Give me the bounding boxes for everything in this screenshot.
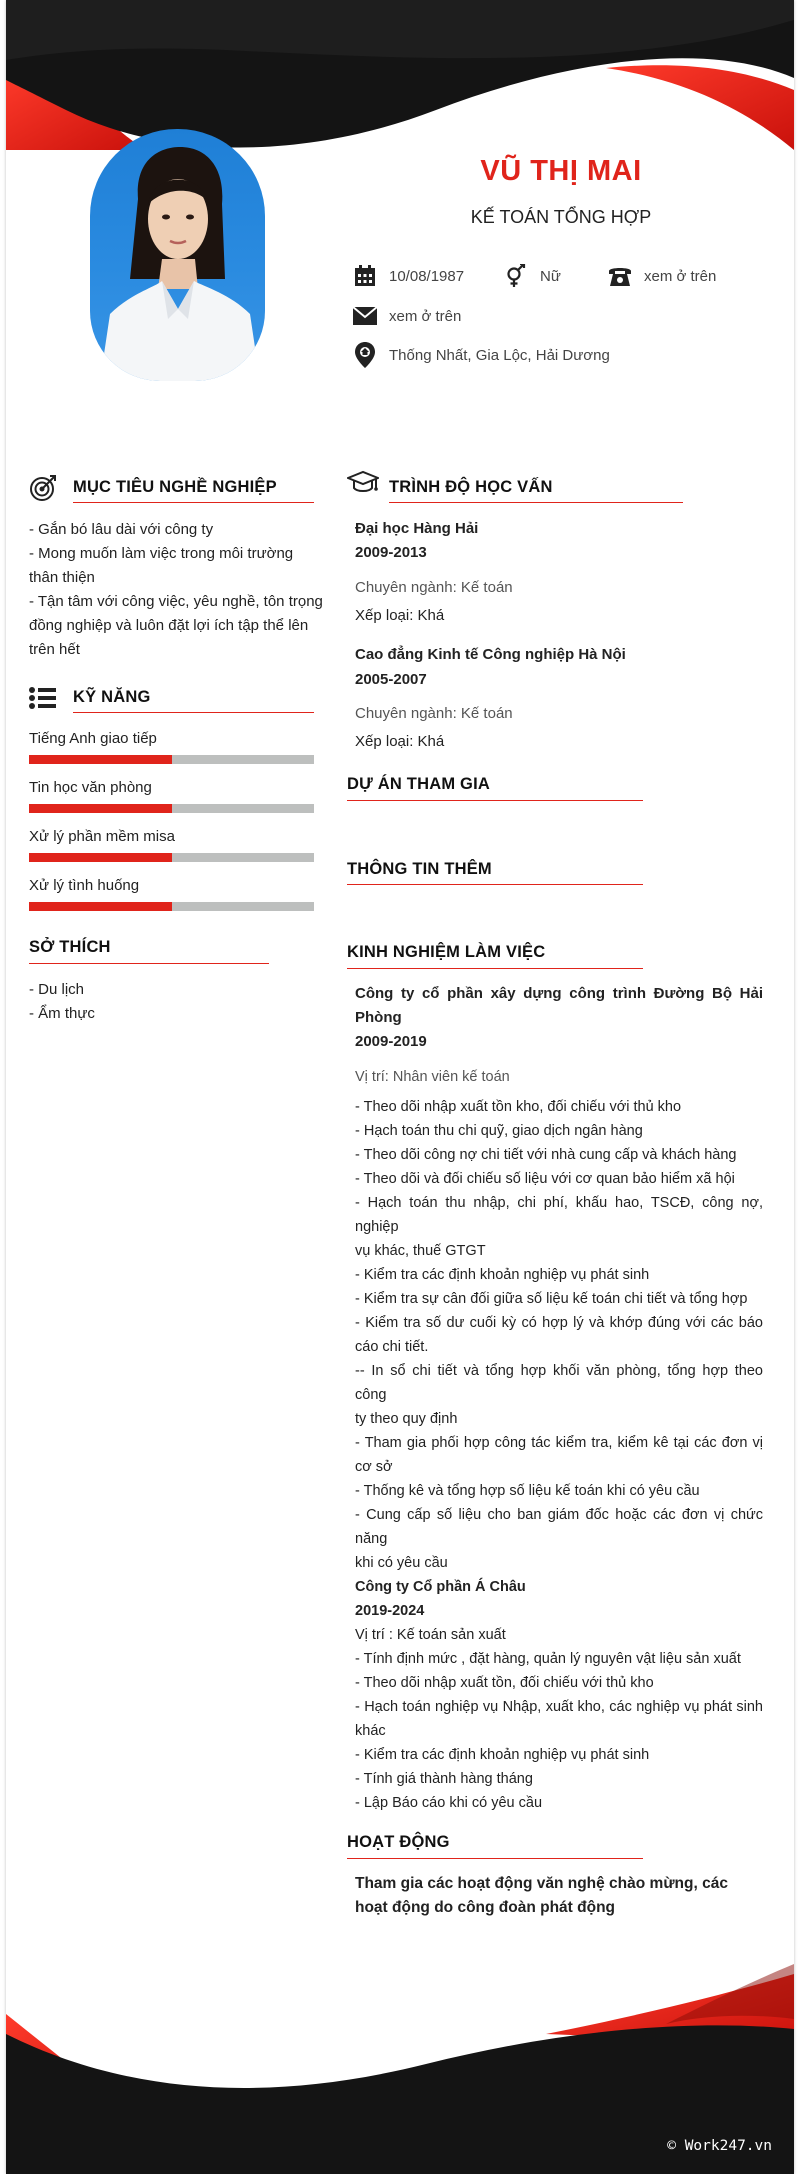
phone-icon	[608, 264, 632, 288]
list-icon	[29, 686, 57, 715]
phone-item	[608, 264, 716, 288]
email-value: xem ở trên	[389, 307, 462, 325]
projects-title: DỰ ÁN THAM GIA	[347, 775, 490, 793]
footer-watermark: © Work247.vn	[667, 2138, 772, 2154]
skill-level-bar	[29, 755, 314, 764]
email-item	[353, 304, 461, 328]
profile-photo	[90, 129, 265, 381]
experience-duty: - Hạch toán thu chi quỹ, giao dịch ngân hàng	[355, 1123, 643, 1139]
education-years: 2005-2007	[355, 671, 427, 688]
experience-duty: - Tính định mức , đặt hàng, quản lý nguyên vật liệu sản xuất	[355, 1651, 741, 1667]
experience-company: Công ty Cổ phần Á Châu	[355, 1579, 526, 1595]
location-pin-icon	[353, 343, 377, 367]
hobbies-list	[29, 978, 95, 1026]
calendar-icon	[353, 264, 377, 288]
skill-name: Tin học văn phòng	[29, 779, 152, 796]
objective-line: - Mong muốn làm việc trong môi trường	[29, 545, 294, 562]
activities-text: Tham gia các hoạt động văn nghệ chào mừng, các hoạt động do công đoàn phát động	[355, 1875, 728, 1916]
additional-info-divider	[347, 884, 643, 885]
experience-duty: - Theo dõi và đối chiếu số liệu với cơ quan bảo hiểm xã hội	[355, 1171, 735, 1187]
experience-list	[355, 982, 763, 1815]
gender-item	[504, 264, 561, 288]
experience-duty: - Tính giá thành hàng tháng	[355, 1771, 533, 1787]
hobby-item: - Du lịch	[29, 981, 85, 998]
skill-name: Tiếng Anh giao tiếp	[29, 730, 157, 747]
skill-level-bar	[29, 902, 314, 911]
objective-line: thân thiện	[29, 569, 95, 586]
top-wave-decoration	[6, 0, 794, 160]
experience-duty: - Tham gia phối hợp công tác kiểm tra, kiểm kê tại các đơn vị cơ sở	[355, 1435, 763, 1475]
phone-value: xem ở trên	[644, 267, 717, 285]
cv-page	[6, 0, 794, 2174]
experience-company: Công ty cổ phần xây dựng công trình Đường Bộ Hải Phòng	[355, 985, 763, 1026]
experience-duty: - Theo dõi nhập xuất tồn kho, đối chiếu với thủ kho	[355, 1099, 682, 1115]
objective-title: MỤC TIÊU NGHỀ NGHIỆP	[73, 478, 277, 496]
skill-level-bar	[29, 853, 314, 862]
objective-divider	[73, 502, 314, 503]
education-divider	[389, 502, 683, 503]
skills-title: KỸ NĂNG	[73, 688, 151, 706]
birthday-item	[353, 264, 464, 288]
experience-years: 2019-2024	[355, 1603, 425, 1619]
experience-duty: - Theo dõi nhập xuất tồn, đối chiếu với thủ kho	[355, 1675, 654, 1691]
education-title: TRÌNH ĐỘ HỌC VẤN	[389, 478, 553, 496]
experience-duty: ty theo quy định	[355, 1411, 458, 1427]
objective-line: đồng nghiệp và luôn đặt lợi ích tập thể lên	[29, 617, 309, 634]
target-icon	[29, 474, 57, 507]
address-item	[353, 343, 610, 367]
experience-duty: - Lập Báo cáo khi có yêu cầu	[355, 1795, 543, 1811]
experience-duty: - Kiểm tra số dư cuối kỳ có hợp lý và khớp đúng với các báo cáo chi tiết.	[355, 1315, 763, 1355]
experience-years: 2009-2019	[355, 1033, 427, 1050]
experience-position: Vị trí : Kế toán sản xuất	[355, 1627, 506, 1643]
candidate-name: VŨ THỊ MAI	[480, 155, 642, 187]
experience-duty: - Theo dõi công nợ chi tiết với nhà cung cấp và khách hàng	[355, 1147, 737, 1163]
skill-name: Xử lý phần mềm misa	[29, 828, 175, 845]
objective-line: trên hết	[29, 641, 80, 658]
hobby-item: - Ẩm thực	[29, 1005, 95, 1022]
skill-level-bar	[29, 804, 314, 813]
education-grade: Xếp loại: Khá	[355, 733, 445, 750]
objective-text	[29, 518, 329, 662]
experience-divider	[347, 968, 643, 969]
email-icon	[353, 304, 377, 328]
education-years: 2009-2013	[355, 544, 427, 561]
objective-line: - Gắn bó lâu dài với công ty	[29, 521, 214, 538]
additional-info-title: THÔNG TIN THÊM	[347, 860, 492, 878]
experience-duty: - Kiểm tra các định khoản nghiệp vụ phát sinh	[355, 1747, 650, 1763]
gender-icon	[504, 264, 528, 288]
graduation-cap-icon	[347, 470, 379, 503]
experience-duty: - Kiểm tra các định khoản nghiệp vụ phát sinh	[355, 1267, 650, 1283]
experience-duty: -- In sổ chi tiết và tổng hợp khối văn phòng, tổng hợp theo công	[355, 1363, 763, 1403]
gender-value: Nữ	[540, 267, 561, 285]
skills-divider	[73, 712, 314, 713]
education-major: Chuyên ngành: Kế toán	[355, 705, 513, 722]
birthday-value: 10/08/1987	[389, 267, 465, 285]
experience-duty: - Kiểm tra sự cân đối giữa số liệu kế toán chi tiết và tổng hợp	[355, 1291, 748, 1307]
education-school: Đại học Hàng Hải	[355, 520, 479, 537]
education-major: Chuyên ngành: Kế toán	[355, 579, 513, 596]
experience-position: Vị trí: Nhân viên kế toán	[355, 1069, 510, 1085]
objective-line: - Tận tâm với công việc, yêu nghề, tôn trọng	[29, 593, 323, 610]
experience-duty: - Cung cấp số liệu cho ban giám đốc hoặc các đơn vị chức năng	[355, 1507, 763, 1547]
projects-divider	[347, 800, 643, 801]
address-value: Thống Nhất, Gia Lộc, Hải Dương	[389, 346, 610, 364]
experience-title: KINH NGHIỆM LÀM VIỆC	[347, 943, 546, 961]
skill-name: Xử lý tình huống	[29, 877, 140, 894]
experience-duty: - Hạch toán nghiệp vụ Nhập, xuất kho, các nghiệp vụ phát sinh khác	[355, 1699, 763, 1739]
experience-duty: - Thống kê và tổng hợp số liệu kế toán khi có yêu cầu	[355, 1483, 700, 1499]
hobbies-title: SỞ THÍCH	[29, 938, 111, 956]
education-grade: Xếp loại: Khá	[355, 607, 445, 624]
activities-title: HOẠT ĐỘNG	[347, 1833, 450, 1851]
education-school: Cao đẳng Kinh tế Công nghiệp Hà Nội	[355, 646, 626, 663]
experience-duty: - Hạch toán thu nhập, chi phí, khấu hao, TSCĐ, công nợ, nghiệp	[355, 1195, 763, 1235]
activities-divider	[347, 1858, 643, 1859]
job-title: KẾ TOÁN TỔNG HỢP	[470, 207, 652, 227]
hobbies-divider	[29, 963, 269, 964]
experience-duty: vụ khác, thuế GTGT	[355, 1243, 486, 1259]
experience-duty: khi có yêu cầu	[355, 1555, 448, 1571]
